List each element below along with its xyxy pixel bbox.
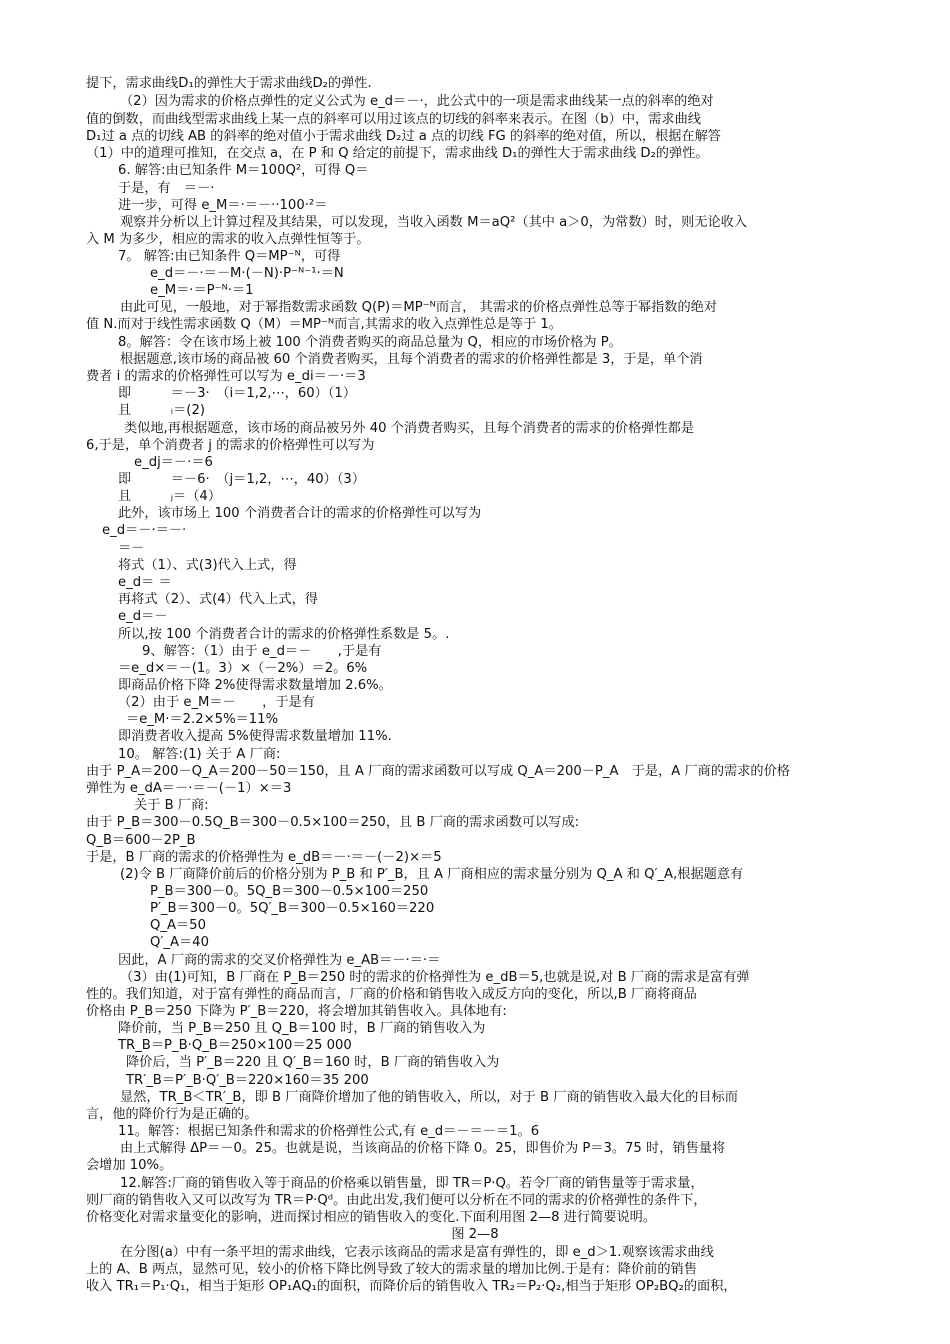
- text-line: 再将式（2）、式(4）代入上式，得: [118, 592, 318, 607]
- text-line: 收入 TR₁＝P₁·Q₁，相当于矩形 OP₁AQ₁的面积，而降价后的销售收入 TR₂＝P₂·Q₂,相当于矩形 OP₂BQ₂的面积，: [86, 1279, 737, 1294]
- text-line: Q_B＝600－2P_B: [86, 833, 196, 848]
- text-line: P′_B＝300－0。5Q′_B＝300－0.5×160＝220: [150, 901, 435, 916]
- text-line: e_d＝－: [118, 609, 168, 624]
- text-line: 将式（1）、式(3)代入上式，得: [118, 558, 297, 573]
- text-line: 即 ＝－6· （j＝1,2，⋯，40）（3）: [118, 472, 366, 487]
- text-line: D₁过 a 点的切线 AB 的斜率的绝对值小于需求曲线 D₂过 a 点的切线 FG 的斜率的绝对值，所以，根据在解答: [86, 129, 721, 144]
- text-line: 则厂商的销售收入又可以改写为 TR＝P·Qᵈ。由此出发,我们便可以分析在不同的需求的价格弹性的条件下，: [86, 1193, 707, 1208]
- text-line: 由上式解得 ΔP＝－0。25。也就是说，当该商品的价格下降 0。25，即售价为 P＝3。75 时，销售量将: [120, 1141, 726, 1156]
- figure-caption: 图 2—8: [451, 1227, 499, 1242]
- text-line: 此外，该市场上 100 个消费者合计的需求的价格弹性可以写为: [118, 506, 482, 521]
- text-line: 根据题意,该市场的商品被 60 个消费者购买，且每个消费者的需求的价格弹性都是 3，于是，单个消: [120, 352, 703, 367]
- text-line: 由于 P_B＝300－0.5Q_B＝300－0.5×100＝250，且 B 厂商的需求函数可以写成:: [86, 815, 580, 830]
- text-line: e_dj＝－·＝6: [134, 455, 213, 470]
- text-line: 7。 解答:由已知条件 Q＝MP⁻ᴺ，可得: [118, 249, 341, 264]
- text-line: 由于 P_A＝200－Q_A＝200－50＝150，且 A 厂商的需求函数可以写成 Q_A＝200－P_A 于是，A 厂商的需求的价格: [86, 764, 790, 779]
- text-line: 即消费者收入提高 5%使得需求数量增加 11%.: [118, 729, 392, 744]
- text-line: 性的。我们知道，对于富有弹性的商品而言，厂商的价格和销售收入成反方向的变化，所以,B 厂商将商品: [86, 987, 697, 1002]
- text-line: 值 N.而对于线性需求函数 Q（M）＝MP⁻ᴺ而言,其需求的收入点弹性总是等于 1。: [86, 317, 562, 332]
- text-line: ＝e_M·＝2.2×5%＝11%: [126, 712, 279, 727]
- text-line: 12.解答:厂商的销售收入等于商品的价格乘以销售量，即 TR＝P·Q。若令厂商的销售量等于需求量，: [120, 1176, 704, 1191]
- text-line: 由此可见，一般地，对于幂指数需求函数 Q(P)＝MP⁻ᴺ而言， 其需求的价格点弹性总等于幂指数的绝对: [120, 300, 718, 315]
- text-line: 在分图(a）中有一条平坦的需求曲线，它表示该商品的需求是富有弹性的，即 e_d＞1.观察该需求曲线: [120, 1245, 714, 1260]
- text-line: Q_A＝50: [150, 918, 206, 933]
- text-line: 即 ＝－3· （i＝1,2,⋯，60）（1）: [118, 386, 357, 401]
- text-line: 于是，有 ＝－·: [118, 181, 215, 196]
- text-line: 言，他的降价行为是正确的。: [86, 1107, 258, 1122]
- text-line: TR′_B＝P′_B·Q′_B＝220×160＝35 200: [126, 1073, 369, 1088]
- text-line: TR_B＝P_B·Q_B＝250×100＝25 000: [118, 1038, 352, 1053]
- text-line: 且 ⱼ＝（4）: [118, 489, 222, 504]
- text-line: 入 M 为多少，相应的需求的收入点弹性恒等于。: [86, 232, 370, 247]
- text-line: 6. 解答:由已知条件 M＝100Q²，可得 Q＝: [118, 163, 369, 178]
- text-line: 8。解答：令在该市场上被 100 个消费者购买的商品总量为 Q，相应的市场价格为 P。: [118, 335, 622, 350]
- text-line: e_d＝－·＝－·: [102, 523, 187, 538]
- text-line: Q′_A＝40: [150, 935, 209, 950]
- text-line: (2)令 B 厂商降价前后的价格分别为 P_B 和 P′_B，且 A 厂商相应的需求量分别为 Q_A 和 Q′_A,根据题意有: [120, 867, 744, 882]
- text-line: 9、解答：（1）由于 e_d＝－ ,于是有: [142, 644, 382, 659]
- text-line: 且 ᵢ＝(2): [118, 403, 205, 418]
- text-line: 6,于是，单个消费者 j 的需求的价格弹性可以写为: [86, 438, 375, 453]
- text-line: P_B＝300－0。5Q_B＝300－0.5×100＝250: [150, 884, 429, 899]
- text-line: （3）由(1)可知，B 厂商在 P_B＝250 时的需求的价格弹性为 e_dB＝5,也就是说,对 B 厂商的需求是富有弹: [120, 970, 750, 985]
- text-line: 因此，A 厂商的需求的交叉价格弹性为 e_AB＝－·＝·＝: [118, 953, 441, 968]
- text-line: 价格变化对需求量变化的影响，进而探讨相应的销售收入的变化.下面利用图 2—8 进行简要说明。: [86, 1210, 657, 1225]
- text-line: 上的 A、B 两点，显然可见，较小的价格下降比例导致了较大的需求量的增加比例.于是有：降价前的销售: [86, 1262, 697, 1277]
- text-line: 弹性为 e_dA＝－·＝－(－1）×＝3: [86, 781, 292, 796]
- text-line: 所以,按 100 个消费者合计的需求的价格弹性系数是 5。.: [118, 627, 450, 642]
- text-line: 于是，B 厂商的需求的价格弹性为 e_dB＝－·＝－(－2)×＝5: [86, 850, 442, 865]
- text-line: 关于 B 厂商:: [134, 798, 209, 813]
- text-line: （1）中的道理可推知，在交点 a，在 P 和 Q 给定的前提下，需求曲线 D₁的弹性大于需求曲线 D₂的弹性。: [86, 146, 709, 161]
- text-line: 费者 i 的需求的价格弹性可以写为 e_di＝－·＝3: [86, 369, 366, 384]
- text-line: 提下，需求曲线D₁的弹性大于需求曲线D₂的弹性.: [86, 76, 372, 91]
- text-line: 值的倒数，而曲线型需求曲线上某一点的斜率可以用过该点的切线的斜率来表示。在图（b）中，需求曲线: [86, 112, 701, 127]
- text-line: 显然，TR_B＜TR′_B，即 B 厂商降价增加了他的销售收入，所以，对于 B 厂商的销售收入最大化的目标而: [120, 1090, 738, 1105]
- text-line: 降价前，当 P_B＝250 且 Q_B＝100 时，B 厂商的销售收入为: [118, 1021, 486, 1036]
- text-line: ＝e_d×＝－(1。3）×（－2%）＝2。6%: [118, 661, 368, 676]
- text-line: 10。 解答:(1) 关于 A 厂商:: [118, 747, 281, 762]
- text-line: 进一步，可得 e_M＝·＝－··100·²＝: [118, 198, 328, 213]
- text-line: 11。解答：根据已知条件和需求的价格弹性公式,有 e_d＝－＝－＝1。6: [118, 1124, 540, 1139]
- text-line: 类似地,再根据题意，该市场的商品被另外 40 个消费者购买，且每个消费者的需求的价格弹性都是: [124, 421, 695, 436]
- text-line: （2）因为需求的价格点弹性的定义公式为 e_d＝－·，此公式中的一项是需求曲线某一点的斜率的绝对: [120, 94, 714, 109]
- text-line: 价格由 P_B＝250 下降为 P′_B＝220，将会增加其销售收入。具体地有:: [86, 1004, 507, 1019]
- text-line: e_d＝－·＝－M·(－N)·P⁻ᴺ⁻¹·＝N: [150, 266, 344, 281]
- text-line: 即商品价格下降 2%使得需求数量增加 2.6%。: [118, 678, 392, 693]
- text-line: （2）由于 e_M＝－ ，于是有: [118, 695, 315, 710]
- text-line: ＝－: [118, 541, 145, 556]
- text-line: e_M＝·＝P⁻ᴺ·＝1: [150, 283, 254, 298]
- text-line: e_d＝ ＝: [118, 575, 172, 590]
- text-line: 会增加 10%。: [86, 1158, 173, 1173]
- text-line: 降价后，当 P′_B＝220 且 Q′_B＝160 时，B 厂商的销售收入为: [126, 1055, 500, 1070]
- text-line: 观察并分析以上计算过程及其结果，可以发现，当收入函数 M＝aQ²（其中 a＞0，为常数）时，则无论收入: [120, 215, 748, 230]
